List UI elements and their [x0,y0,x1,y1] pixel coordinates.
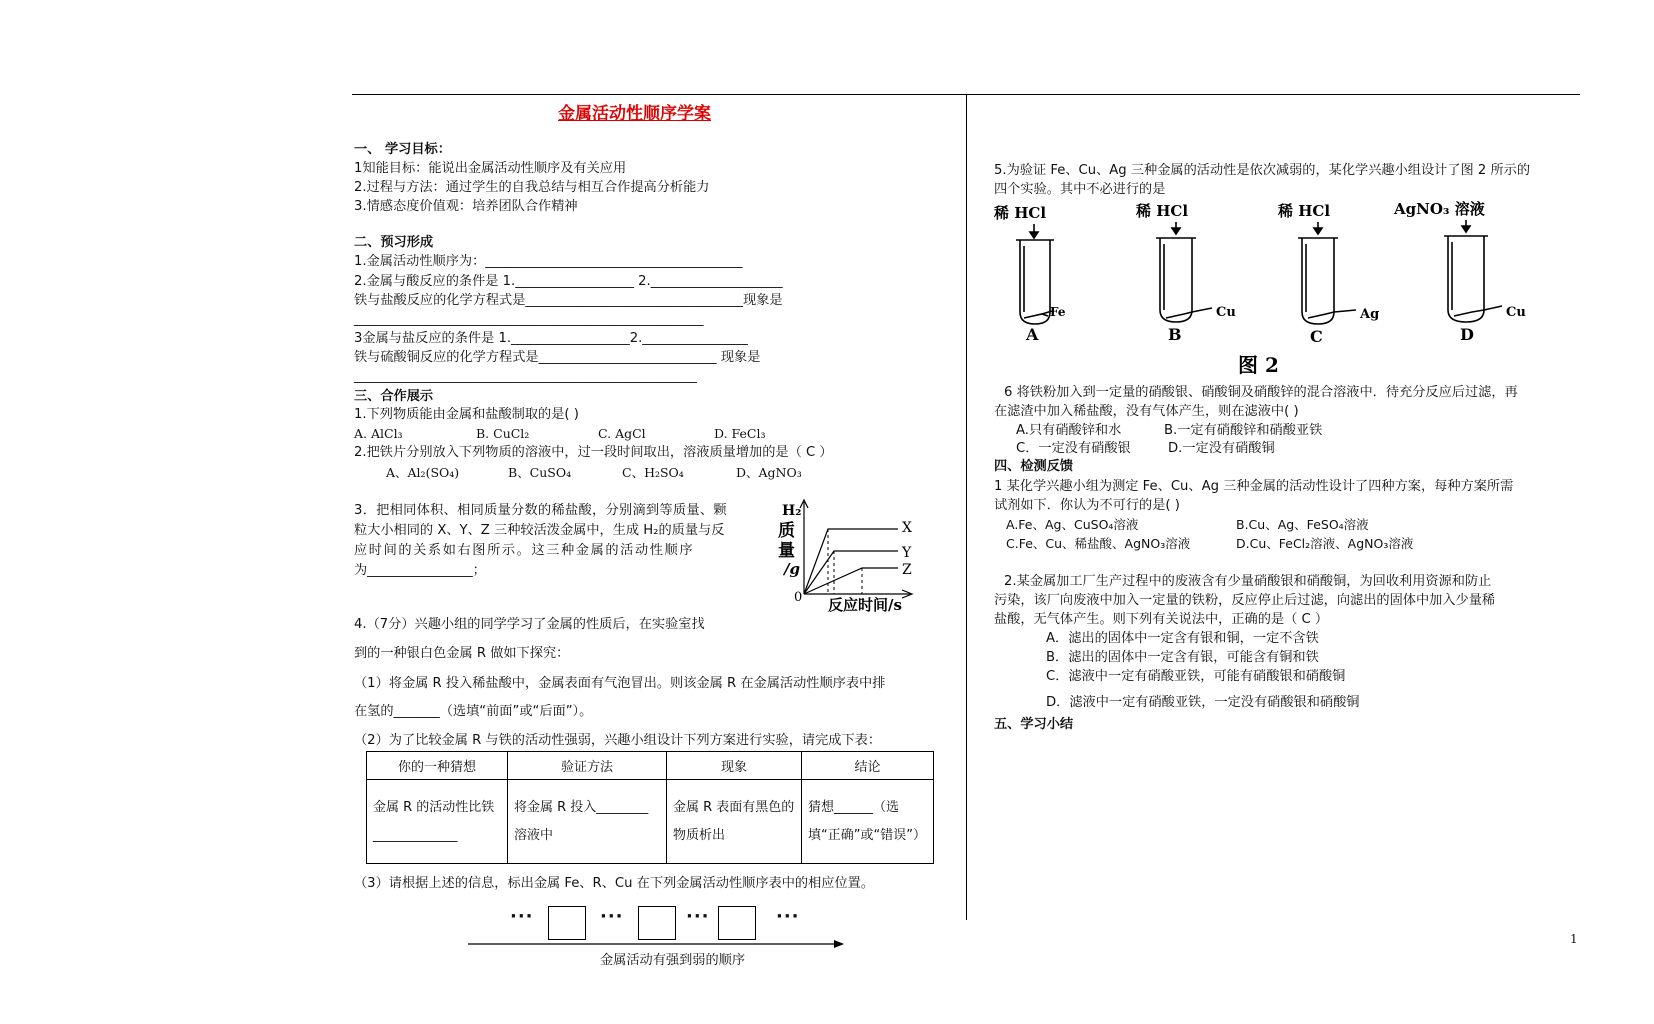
fb-q2-option-d: D．滤液中一定有硝酸亚铁，一定没有硝酸银和硝酸铜 [1046,695,1360,710]
series-label-x: X [902,520,912,536]
tube-letter: B [1168,325,1182,344]
blank-box [718,906,756,940]
question-4-line: （2）为了比较金属 R 与铁的活动性强弱，兴趣小组设计下列方案进行实验，请完成下表： [354,733,882,748]
preview-line: 2.金属与酸反应的条件是 1.__________________ 2.____________________ [354,274,783,289]
graph-ylabel-char: 量 [778,541,795,561]
table-header: 结论 [802,752,934,780]
series-line-z [804,568,898,594]
figure-caption: 图 2 [1238,353,1279,376]
fb-q1-option-d: D.Cu、FeCl₂溶液、AgNO₃溶液 [1236,536,1414,551]
question-4-line: 4.（7分）兴趣小组的同学学习了金属的性质后，在实验室找 [354,617,705,632]
tube-metal: Cu [1506,305,1526,320]
objective-line: 3.情感态度价值观：培养团队合作精神 [354,199,578,214]
table-cell: 猜想______（选填“正确”或“错误”） [802,780,934,864]
figure-2-test-tubes [990,200,1590,376]
objective-line: 1知能目标：能说出金属活动性顺序及有关应用 [354,161,627,176]
preview-line: 铁与盐酸反应的化学方程式是_________________________________现象是 [354,293,783,308]
tube-metal: Cu [1216,305,1236,320]
order-label: 金属活动有强到弱的顺序 [600,953,746,968]
table-cell: 将金属 R 投入________溶液中 [508,780,667,864]
series-label-z: Z [902,562,912,578]
question-1: 1.下列物质能由金属和盐酸制取的是( ) [354,407,579,422]
question-4-line: 在氢的_______（选填“前面”或“后面”）。 [354,704,593,719]
tube-reagent: AgNO₃ 溶液 [1394,200,1485,218]
order-arrow [468,938,844,950]
tube-letter: C [1310,327,1323,346]
objective-line: 2.过程与方法：通过学生的自我总结与相互合作提高分析能力 [354,180,710,195]
question-6-line: 在滤渣中加入稀盐酸，没有气体产生，则在滤液中( ) [994,404,1299,419]
page-title: 金属活动性顺序学案 [558,104,711,124]
section-1-heading: 一、 学习目标： [354,142,451,157]
h2-mass-graph [770,496,940,620]
graph-ylabel-top: H₂ [782,503,802,519]
tube-metal: Ag [1360,307,1380,322]
question-2: 2.把铁片分别放入下列物质的溶液中，过一段时间取出，溶液质量增加的是（ C ） [354,445,833,460]
question-5-line: 5.为验证 Fe、Cu、Ag 三种金属的活动性是依次减弱的，某化学兴趣小组设计了图 2 所示的 [994,163,1531,178]
preview-line: 3金属与盐反应的条件是 1.__________________2.________________ [354,331,748,346]
question-4-part-3: （3）请根据上述的信息，标出金属 Fe、R、Cu 在下列金属活动性顺序表中的相应位置。 [354,876,875,891]
preview-line: ____________________________________________________ [354,369,697,384]
preview-line: 1.金属活动性顺序为：_______________________________________ [354,254,743,269]
ellipsis: ··· [600,906,624,927]
ellipsis: ··· [776,906,800,927]
feedback-q2-line: 2.某金属加工厂生产过程中的废液含有少量硝酸银和硝酸铜，为回收利用资源和防止 [1004,574,1492,589]
q2-option-c: C、H₂SO₄ [622,465,684,480]
page-number: 1 [1570,932,1578,946]
q2-option-b: B、CuSO₄ [508,465,572,480]
feedback-q1-line: 1 某化学兴趣小组为测定 Fe、Cu、Ag 三种金属的活动性设计了四种方案，每种方案所需 [994,479,1514,494]
q2-option-d: D、AgNO₃ [736,465,802,480]
fb-q1-option-a: A.Fe、Ag、CuSO₄溶液 [1006,517,1139,532]
graph-xlabel: 反应时间/s [828,596,902,614]
table-cell: 金属 R 的活动性比铁_____________ [367,780,508,864]
question-6-line: 6 将铁粉加入到一定量的硝酸银、硝酸铜及硝酸锌的混合溶液中．待充分反应后过滤，再 [1004,385,1518,400]
section-3-heading: 三、合作展示 [354,389,434,404]
fb-q2-option-c: C．滤液中一定有硝酸亚铁，可能有硝酸银和硝酸铜 [1046,669,1346,684]
experiment-table [366,751,934,864]
question-4-line: （1）将金属 R 投入稀盐酸中，金属表面有气泡冒出。则该金属 R 在金属活动性顺序表中排 [354,676,886,691]
fb-q1-option-c: C.Fe、Cu、稀盐酸、AgNO₃溶液 [1006,536,1191,551]
feedback-q2-line: 盐酸，无气体产生。则下列有关说法中，正确的是（ C ） [994,612,1329,627]
graph-ylabel-char: 质 [778,521,795,541]
fb-q1-option-b: B.Cu、Ag、FeSO₄溶液 [1236,517,1369,532]
preview-line: _____________________________________________________ [354,312,704,327]
series-label-y: Y [902,545,912,561]
q6-option-d: D.一定没有硝酸铜 [1168,441,1275,456]
question-3-line: 为________________； [354,563,486,578]
fb-q2-option-b: B．滤出的固体中一定含有银，可能含有铜和铁 [1046,650,1319,665]
q1-option-b: B. CuCl₂ [476,426,530,441]
q2-option-a: A、Al₂(SO₄) [386,465,460,480]
tube-metal: Fe [1050,305,1066,319]
question-3-line: 3．把相同体积、相同质量分数的稀盐酸，分别滴到等质量、颗 [354,503,727,518]
table-cell: 金属 R 表面有黑色的物质析出 [667,780,802,864]
fb-q2-option-a: A．滤出的固体中一定含有银和铜，一定不含铁 [1046,631,1319,646]
feedback-q2-line: 污染，该厂向废液中加入一定量的铁粉，反应停止后过滤，向滤出的固体中加入少量稀 [994,593,1496,608]
q6-option-b: B.一定有硝酸锌和硝酸亚铁 [1164,423,1323,438]
preview-line: 铁与硫酸铜反应的化学方程式是___________________________ 现象是 [354,350,761,365]
tube-reagent: 稀 HCl [1136,202,1189,220]
section-4-heading: 四、检测反馈 [994,459,1074,474]
question-3-line: 粒大小相同的 X、Y、Z 三种较活泼金属中，生成 H₂的质量与反 [354,523,725,538]
tube-reagent: 稀 HCl [994,204,1047,222]
q1-option-a: A. AlCl₃ [354,426,403,441]
q1-option-d: D. FeCl₃ [714,426,766,441]
q6-option-c: C．一定没有硝酸银 [1016,441,1131,456]
feedback-q1-line: 试剂如下．你认为不可行的是( ) [994,498,1180,513]
graph-ylabel-char: /g [784,560,800,578]
ellipsis: ··· [510,906,534,927]
question-4-line: 到的一种银白色金属 R 做如下探究： [354,646,570,661]
table-header: 验证方法 [508,752,667,780]
question-5-line: 四个实验。其中不必进行的是 [994,182,1166,197]
table-header: 你的一种猜想 [367,752,508,780]
section-2-heading: 二、预习形成 [354,235,434,250]
series-line-x [804,529,898,594]
table-header: 现象 [667,752,802,780]
ellipsis: ··· [686,906,710,927]
q1-option-c: C. AgCl [598,426,646,441]
q6-option-a: A.只有硝酸锌和水 [1016,423,1122,438]
blank-box [638,906,676,940]
tube-letter: A [1026,325,1039,344]
section-5-heading: 五、学习小结 [994,717,1074,732]
question-3-line: 应时间的关系如右图所示。这三种金属的活动性顺序 [354,543,695,558]
tube-letter: D [1460,325,1474,344]
graph-origin: 0 [794,590,803,605]
column-divider [966,94,967,920]
tube-reagent: 稀 HCl [1278,202,1331,220]
blank-box [548,906,586,940]
